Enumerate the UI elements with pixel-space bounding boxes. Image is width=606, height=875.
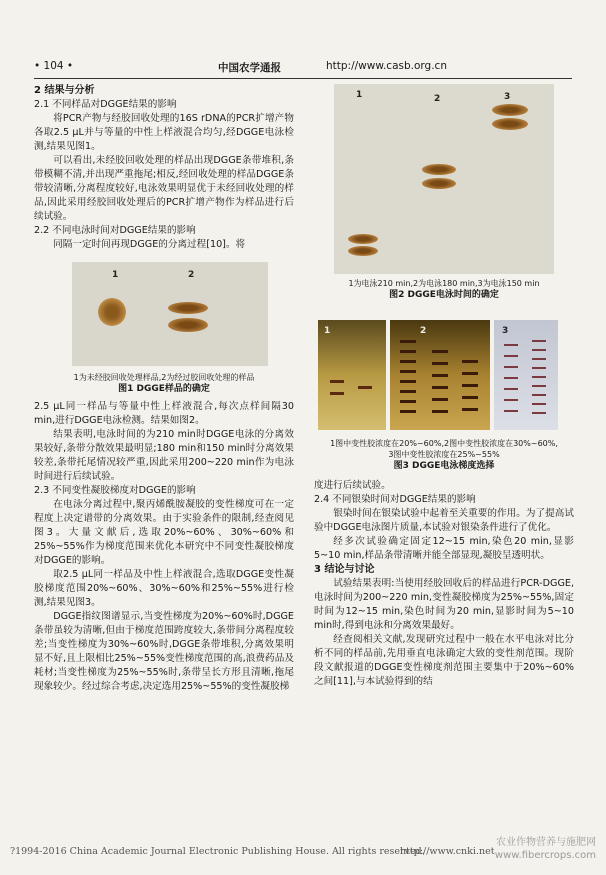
paragraph: 取2.5 μL同一样品及中性上样液混合,选取DGGE变性凝胶梯度范围20%~60%、30%~60%和25%~55%进行检测,结果见图3。 bbox=[34, 569, 294, 608]
lane-label: 1 bbox=[112, 270, 119, 280]
gel-band bbox=[330, 392, 344, 395]
lane-label: 2 bbox=[420, 326, 427, 336]
gel-band bbox=[168, 318, 208, 332]
watermark bbox=[495, 836, 596, 862]
paragraph: 经多次试验确定固定12~15 min,染色20 min,显影5~10 min,样品条带清晰并能全部显现,凝胶呈透明状。 bbox=[314, 536, 574, 561]
right-column bbox=[314, 84, 574, 689]
section-heading: 2 结果与分析 bbox=[34, 85, 95, 96]
paragraph: 在电泳分离过程中,聚丙烯酰胺凝胶的变性梯度可在一定程度上决定谱带的分离效果。由于实验条件的限制,经查阅见图3。大量文献后,选取20%~60%、30%~60%和25%~55%作为梯度范围来优化本研究中不同变性凝胶梯度对DGGE的影响。 bbox=[34, 499, 294, 566]
paragraph: 度进行后续试验。 bbox=[314, 480, 391, 491]
gel-band bbox=[422, 164, 456, 175]
figure-3 bbox=[314, 320, 574, 473]
lane-label: 1 bbox=[356, 90, 363, 100]
paragraph: 结果表明,电泳时间的为210 min时DGGE电泳的分离效果较好,条带分散效果最明显;180 min和150 min时分离效果较差,条带托尾情况较严重,因此采用200~220 min作为电泳时间进行后续试验。 bbox=[34, 429, 294, 482]
figure-3-panel-1 bbox=[318, 320, 386, 430]
figure-1 bbox=[34, 262, 294, 396]
lane-label: 1 bbox=[324, 326, 331, 336]
figure-1-note: 1为未经胶回收处理样品,2为经过胶回收处理的样品 bbox=[73, 373, 255, 382]
figure-3-panels bbox=[314, 320, 574, 430]
footer-link[interactable]: http://www.cnki.net bbox=[400, 846, 495, 857]
figure-2 bbox=[314, 84, 574, 302]
gel-band bbox=[492, 118, 528, 130]
watermark-title: 农业作物营养与施肥网 bbox=[496, 837, 596, 848]
gel-band bbox=[348, 246, 378, 256]
page-header bbox=[34, 60, 572, 74]
paragraph: 试验结果表明:当使用经胶回收后的样品进行PCR-DGGE,电泳时间为200~220 min,变性凝胶梯度为25%~55%,固定时间为12~15 min,染色时间为20 min,显影时间为5~10 min时,得到电泳和分离效果最好。 bbox=[314, 578, 574, 631]
paragraph: 将PCR产物与经胶回收处理的16S rDNA的PCR扩增产物各取2.5 μL并与等量的中性上样液混合均匀,经DGGE电泳检测,结果见图1。 bbox=[34, 113, 294, 152]
subsection-heading: 2.3 不同变性凝胶梯度对DGGE的影响 bbox=[34, 485, 196, 496]
gel-band bbox=[98, 298, 126, 326]
gel-band bbox=[492, 104, 528, 116]
paragraph: 银染时间在银染试验中起着至关重要的作用。为了提高试验中DGGE电泳图片质量,本试验对银染条件进行了优化。 bbox=[314, 508, 574, 533]
paragraph: 经查阅相关文献,发现研究过程中一般在水平电泳对比分析不同的样品前,先用垂直电泳确定大致的变性剂范围。现阶段文献报道的DGGE变性梯度剂范围主要集中于20%~60%之间[11],与本试验得到的结 bbox=[314, 634, 574, 687]
figure-2-note: 1为电泳210 min,2为电泳180 min,3为电泳150 min bbox=[348, 279, 540, 288]
paragraph: 2.5 μL同一样品与等量中性上样液混合,每次点样间隔30 min,进行DGGE电泳检测。结果如图2。 bbox=[34, 401, 294, 426]
gel-band bbox=[348, 234, 378, 244]
header-rule bbox=[34, 78, 572, 79]
subsection-heading: 2.4 不同银染时间对DGGE结果的影响 bbox=[314, 494, 476, 505]
figure-3-panel-3 bbox=[494, 320, 558, 430]
gel-band bbox=[168, 302, 208, 314]
gel-band bbox=[330, 380, 344, 383]
gel-band bbox=[358, 386, 372, 389]
lane-label: 3 bbox=[504, 92, 511, 102]
journal-title: 中国农学通报 bbox=[218, 62, 281, 74]
subsection-heading: 2.1 不同样品对DGGE结果的影响 bbox=[34, 99, 177, 110]
gel-band bbox=[422, 178, 456, 189]
figure-2-gel-image bbox=[334, 84, 554, 274]
lane-label: 3 bbox=[502, 326, 509, 336]
figure-3-panel-2 bbox=[390, 320, 490, 430]
gel-band bbox=[462, 360, 478, 420]
watermark-url: www.fibercrops.com bbox=[494, 850, 596, 861]
page-number: • 104 • bbox=[34, 60, 74, 72]
gel-band bbox=[504, 344, 518, 420]
lane-label: 2 bbox=[188, 270, 195, 280]
subsection-heading: 2.2 不同电泳时间对DGGE结果的影响 bbox=[34, 225, 196, 236]
figure-2-caption: 图2 DGGE电泳时间的确定 bbox=[389, 290, 499, 300]
paragraph: DGGE指纹图谱显示,当变性梯度为20%~60%时,DGGE条带虽较为清晰,但由于梯度范围跨度较大,条带间分离程度较差;当变性梯度为30%~60%时,DGGE条带堆积,分离效果明显不好,且上限相比25%~55%变性梯度范围的高,浪费药品及耗材;当变性梯度为25%~55%时,条带呈长方形且清晰,拖尾现象较少。经过综合考虑,决定选用25%~55%的变性凝胶梯 bbox=[34, 611, 294, 692]
paragraph: 可以看出,未经胶回收处理的样品出现DGGE条带堆积,条带模糊不清,并出现严重拖尾;相反,经回收处理的样品DGGE条带较清晰,分离程度较好,电泳效果明显优于未经回收处理的样品,因此采用经胶回收处理后的PCR扩增产物作为样品进行后续试验。 bbox=[34, 155, 294, 222]
left-column bbox=[34, 84, 294, 694]
gel-band bbox=[432, 350, 448, 420]
figure-1-caption: 图1 DGGE样品的确定 bbox=[118, 384, 210, 394]
gel-band bbox=[532, 340, 546, 420]
section-heading: 3 结论与讨论 bbox=[314, 564, 375, 575]
journal-url: http://www.casb.org.cn bbox=[326, 60, 447, 72]
figure-1-gel-image bbox=[72, 262, 268, 366]
figure-3-caption: 图3 DGGE电泳梯度选择 bbox=[393, 461, 495, 471]
figure-3-note: 3图中变性胶浓度在25%~55% bbox=[388, 450, 500, 459]
paragraph: 同隔一定时间再现DGGE的分离过程[10]。将 bbox=[53, 239, 246, 250]
gel-band bbox=[400, 340, 416, 420]
copyright-notice: ?1994-2016 China Academic Journal Electronic Publishing House. All rights reserved. bbox=[10, 846, 425, 857]
page-footer bbox=[10, 846, 495, 857]
figure-3-note: 1图中变性胶浓度在20%~60%,2图中变性胶浓度在30%~60%, bbox=[330, 439, 558, 448]
lane-label: 2 bbox=[434, 94, 441, 104]
